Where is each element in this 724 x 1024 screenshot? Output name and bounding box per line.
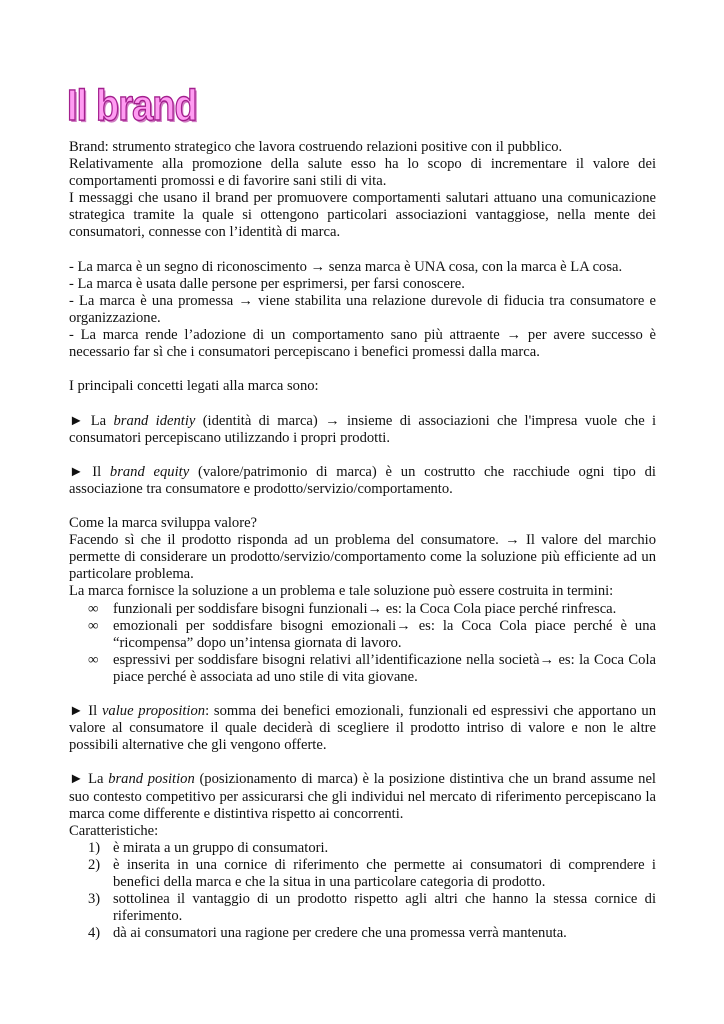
list-number: 1): [88, 839, 101, 856]
arrow-icon: →: [238, 292, 253, 309]
intro-paragraph: Relativamente alla promozione della salute esso ha lo scopo di incrementare il valore dei comportamenti promossi e di favorire sani stili di vita.: [69, 156, 656, 190]
list-number: 4): [88, 925, 101, 942]
value-proposition-paragraph: ► Il value proposition: somma dei benefici emozionali, funzionali ed espressivi che apportano un valore al consumatore il quale deciderà di scegliere il prodotto intriso di valore e non le altre possibili alternative che gli vengono offerte.: [69, 703, 657, 754]
list-number: 3): [88, 891, 101, 908]
marca-point: - La marca rende l’adozione di un comportamento sano più attraente → per avere successo è necessario far sì che i consumatori percepiscano i benefici promessi dalla marca.: [69, 327, 656, 361]
brand-position-paragraph: ► La brand position (posizionamento di marca) è la posizione distintiva che un brand assume nel suo contesto competitivo per assicurarsi che gli individui nel mercato di riferimento percepiscano la marca come differente e distintiva rispetto ai concorrenti.: [69, 771, 656, 822]
concepts-intro: I principali concetti legati alla marca sono:: [69, 378, 319, 395]
intro-paragraph: Brand: strumento strategico che lavora costruendo relazioni positive con il pubblico.: [69, 139, 563, 155]
intro-paragraph: I messaggi che usano il brand per promuovere comportamenti salutari attuano una comunicazione strategica tramite la quale si ottengono particolari associazioni vantaggiose, nella mente dei consumatori, connesse con l’identità di marca.: [69, 190, 656, 241]
arrow-icon: →: [506, 327, 522, 344]
valore-answer: Facendo sì che il prodotto risponda ad un problema del consumatore. → Il valore del marchio permette di considerare un prodotto/servizio/comportamento come la soluzione più efficiente ad un particolare problema.: [69, 532, 656, 583]
pointer-bullet-icon: ►: [69, 771, 84, 788]
caratteristiche-list: [69, 840, 656, 943]
infinity-bullet-icon: ∞: [88, 600, 99, 617]
list-item: 2) è inserita in una cornice di riferimento che permette ai consumatori di comprendere i benefici della marca e che la situa in una particolare categoria di prodotto.: [88, 856, 656, 891]
list-item: 1) è mirata a un gruppo di consumatori.: [88, 839, 329, 856]
list-item: ∞ emozionali per soddisfare bisogni emozionali→ es: la Coca Cola piace perché è una “ricompensa” dopo un’intensa giornata di lavoro.: [88, 617, 656, 651]
arrow-icon: →: [310, 258, 326, 275]
brand-equity-paragraph: ► Il brand equity (valore/patrimonio di marca) è un costrutto che racchiude ogni tipo di associazione tra consumatore e prodotto/servizio/comportamento.: [69, 463, 656, 497]
brand-identity-paragraph: ► La brand identiy (identità di marca) → insieme di associazioni che l'impresa vuole che i consumatori percepiscano utilizzando i propri prodotti.: [69, 412, 657, 446]
list-item: 3) sottolinea il vantaggio di un prodotto rispetto agli altri che hanno la stessa cornice di riferimento.: [88, 891, 656, 925]
marca-point: - La marca è usata dalle persone per esprimersi, per farsi conoscere.: [69, 275, 465, 292]
document-body: [69, 139, 656, 942]
pointer-bullet-icon: ►: [69, 463, 84, 480]
marca-point: - La marca è un segno di riconoscimento → senza marca è UNA cosa, con la marca è LA cosa.: [69, 258, 623, 275]
arrow-icon: →: [505, 532, 520, 549]
marca-point: - La marca è una promessa → viene stabilita una relazione durevole di fiducia tra consumatore e organizzazione.: [69, 292, 657, 326]
list-number: 2): [88, 856, 101, 873]
pointer-bullet-icon: ►: [69, 703, 84, 720]
arrow-icon: →: [325, 412, 340, 429]
caratteristiche-label: Caratteristiche:: [69, 822, 159, 839]
page-title: Il brand: [67, 81, 197, 130]
arrow-icon: →: [367, 600, 383, 617]
arrow-icon: →: [539, 651, 555, 668]
solution-intro: La marca fornisce la soluzione a un problema e tale soluzione può essere costruita in termini:: [69, 583, 614, 600]
solution-list: [69, 601, 656, 686]
infinity-bullet-icon: ∞: [88, 651, 99, 668]
arrow-icon: →: [396, 617, 411, 634]
valore-question: Come la marca sviluppa valore?: [69, 515, 258, 532]
list-item: ∞ espressivi per soddisfare bisogni relativi all’identificazione nella società→ es: la Coca Cola piace perché è associata ad uno stile di vita giovane.: [88, 651, 656, 685]
list-item: ∞ funzionali per soddisfare bisogni funzionali→ es: la Coca Cola piace perché rinfresca.: [88, 600, 617, 617]
list-item: 4) dà ai consumatori una ragione per credere che una promessa verrà mantenuta.: [88, 925, 567, 942]
pointer-bullet-icon: ►: [69, 412, 84, 429]
infinity-bullet-icon: ∞: [88, 617, 99, 634]
